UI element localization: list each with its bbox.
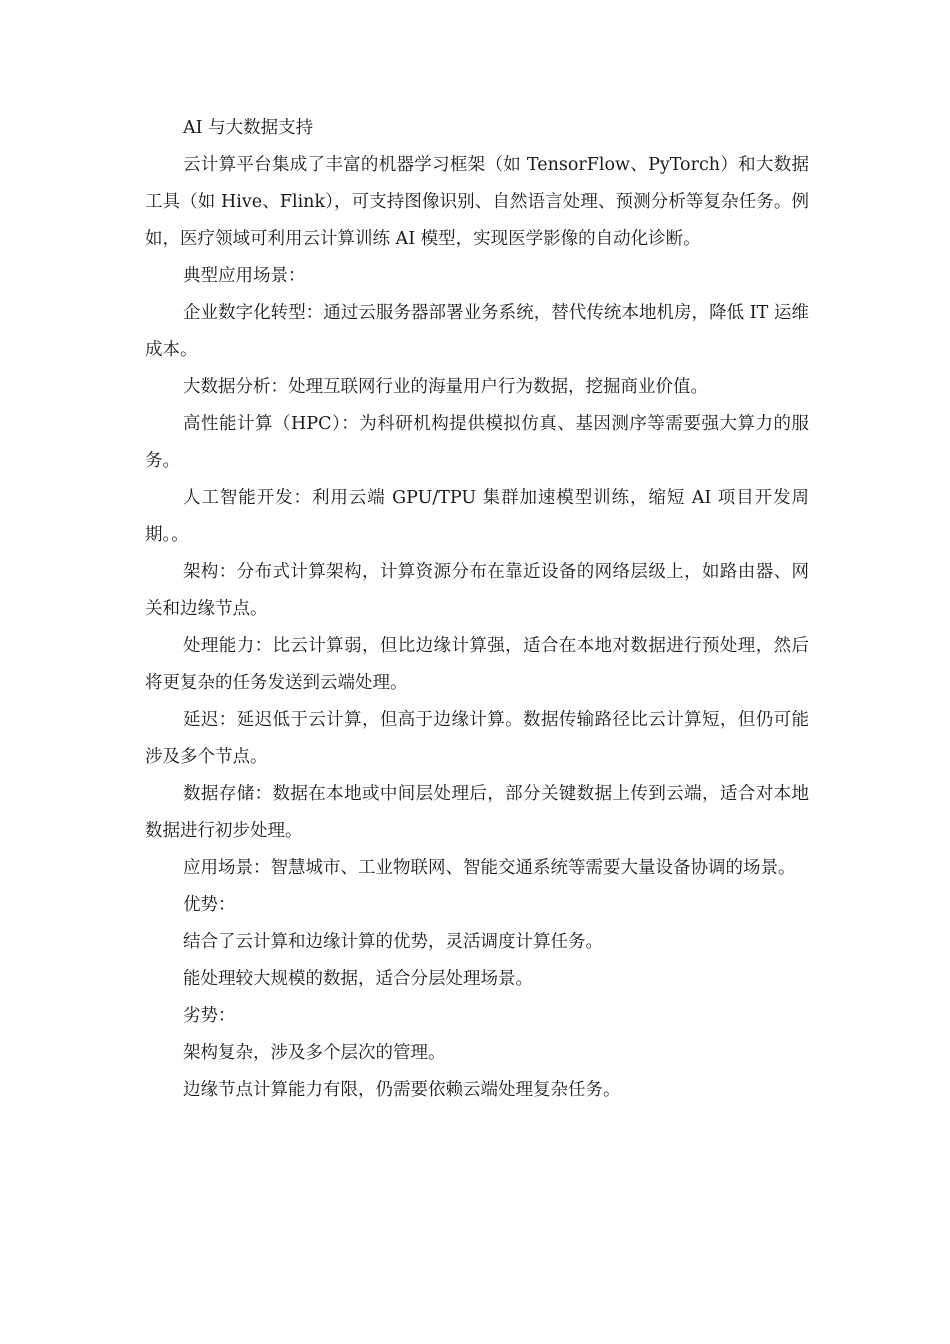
paragraph-latency: 延迟：延迟低于云计算，但高于边缘计算。数据传输路径比云计算短，但仍可能涉及多个节点。 — [145, 710, 809, 767]
paragraph-hpc: 高性能计算（HPC）：为科研机构提供模拟仿真、基因测序等需要强大算力的服务。 — [145, 414, 809, 471]
paragraph-digital-transform: 企业数字化转型：通过云服务器部署业务系统，替代传统本地机房，降低 IT 运维成本。 — [145, 303, 809, 360]
paragraph-architecture: 架构：分布式计算架构，计算资源分布在靠近设备的网络层级上，如路由器、网关和边缘节点。 — [145, 562, 809, 619]
paragraph-applications: 应用场景：智慧城市、工业物联网、智能交通系统等需要大量设备协调的场景。 — [183, 858, 796, 878]
paragraph-storage: 数据存储：数据在本地或中间层处理后，部分关键数据上传到云端，适合对本地数据进行初步处理。 — [145, 784, 809, 841]
paragraph-ai-dev: 人工智能开发：利用云端 GPU/TPU 集群加速模型训练，缩短 AI 项目开发周期。。 — [145, 488, 809, 545]
paragraph-bigdata-analysis: 大数据分析：处理互联网行业的海量用户行为数据，挖掘商业价值。 — [183, 377, 708, 397]
paragraph-disadvantage-1: 架构复杂，涉及多个层次的管理。 — [183, 1043, 446, 1063]
document-body — [145, 110, 809, 1109]
paragraph-disadvantage-2: 边缘节点计算能力有限，仍需要依赖云端处理复杂任务。 — [183, 1080, 621, 1100]
section-heading-disadvantages: 劣势： — [183, 1006, 236, 1026]
section-heading-advantages: 优势： — [183, 895, 236, 915]
paragraph-processing: 处理能力：比云计算弱，但比边缘计算强，适合在本地对数据进行预处理，然后将更复杂的任务发送到云端处理。 — [145, 636, 809, 693]
section-heading-scenarios: 典型应用场景： — [183, 266, 306, 286]
paragraph-ai-bigdata: 云计算平台集成了丰富的机器学习框架（如 TensorFlow、PyTorch）和大数据工具（如 Hive、Flink），可支持图像识别、自然语言处理、预测分析等复杂任务。例如，医疗领域可利用云计算训练 AI 模型，实现医学影像的自动化诊断。 — [145, 155, 809, 249]
paragraph-advantage-1: 结合了云计算和边缘计算的优势，灵活调度计算任务。 — [183, 932, 603, 952]
paragraph-advantage-2: 能处理较大规模的数据，适合分层处理场景。 — [183, 969, 533, 989]
section-heading-ai-bigdata: AI 与大数据支持 — [183, 118, 314, 138]
